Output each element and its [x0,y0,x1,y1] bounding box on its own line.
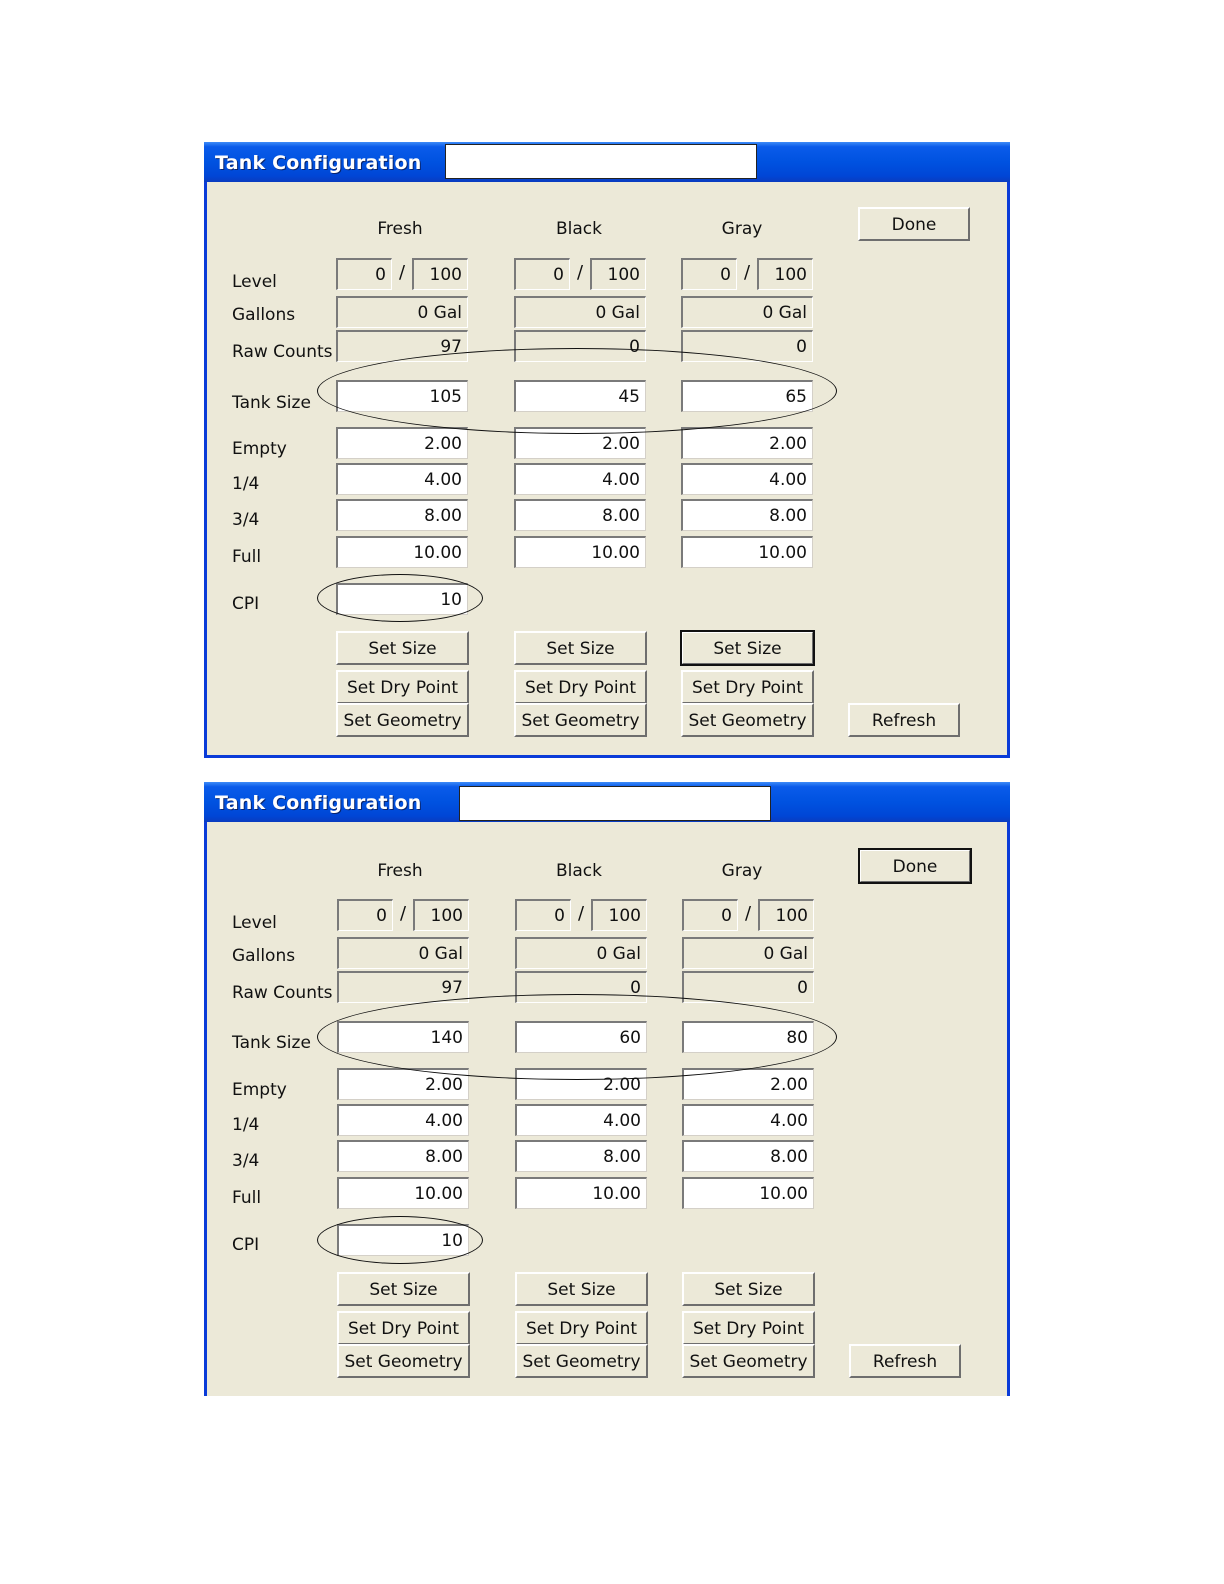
black-set-geometry-button[interactable]: Set Geometry [515,1344,648,1378]
gray-gallons: 0 Gal [682,937,814,969]
gray-three-quarter-input[interactable]: 8.00 [682,1140,814,1172]
window-title: Tank Configuration [215,792,422,814]
row-label-quarter: 1/4 [232,474,260,494]
gray-set-dry-point-button[interactable]: Set Dry Point [681,670,814,704]
fresh-empty-input[interactable]: 2.00 [336,427,468,459]
black-quarter-input[interactable]: 4.00 [514,463,646,495]
gray-raw-counts: 0 [681,330,813,362]
black-empty-input[interactable]: 2.00 [515,1068,647,1100]
column-header-gray: Gray [721,219,763,239]
redaction-box [445,144,757,179]
black-empty-input[interactable]: 2.00 [514,427,646,459]
fresh-level-current: 0 [336,258,392,290]
gray-tank-size-input[interactable]: 65 [681,380,813,412]
fresh-gallons: 0 Gal [337,937,469,969]
gray-tank-size-input[interactable]: 80 [682,1021,814,1053]
black-level-current: 0 [515,899,571,931]
done-button[interactable]: Done [858,207,970,241]
level-separator: / [578,903,585,924]
column-header-fresh: Fresh [377,861,423,881]
gray-set-geometry-button[interactable]: Set Geometry [682,1344,815,1378]
black-three-quarter-input[interactable]: 8.00 [515,1140,647,1172]
black-level-current: 0 [514,258,570,290]
row-label-quarter: 1/4 [232,1115,260,1135]
row-label-empty: Empty [232,439,287,459]
fresh-raw-counts: 97 [337,971,469,1003]
gray-quarter-input[interactable]: 4.00 [681,463,813,495]
row-label-three-quarter: 3/4 [232,510,260,530]
gray-set-geometry-button[interactable]: Set Geometry [681,703,814,737]
row-label-tank-size: Tank Size [232,393,311,413]
black-set-dry-point-button[interactable]: Set Dry Point [515,1311,648,1345]
fresh-level-current: 0 [337,899,393,931]
fresh-level-max: 100 [412,258,468,290]
fresh-set-geometry-button[interactable]: Set Geometry [337,1344,470,1378]
gray-empty-input[interactable]: 2.00 [682,1068,814,1100]
row-label-three-quarter: 3/4 [232,1151,260,1171]
gray-empty-input[interactable]: 2.00 [681,427,813,459]
gray-level-current: 0 [681,258,737,290]
fresh-tank-size-input[interactable]: 140 [337,1021,469,1053]
fresh-tank-size-input[interactable]: 105 [336,380,468,412]
fresh-quarter-input[interactable]: 4.00 [337,1104,469,1136]
black-tank-size-input[interactable]: 45 [514,380,646,412]
fresh-set-size-button[interactable]: Set Size [337,1272,470,1306]
column-header-black: Black [556,861,602,881]
fresh-set-size-button[interactable]: Set Size [336,631,469,665]
black-level-max: 100 [590,258,646,290]
black-tank-size-input[interactable]: 60 [515,1021,647,1053]
row-label-full: Full [232,547,262,567]
gray-full-input[interactable]: 10.00 [682,1177,814,1209]
cpi-input[interactable]: 10 [337,1224,469,1256]
row-label-level: Level [232,913,277,933]
fresh-set-geometry-button[interactable]: Set Geometry [336,703,469,737]
gray-set-size-button[interactable]: Set Size [682,1272,815,1306]
black-set-dry-point-button[interactable]: Set Dry Point [514,670,647,704]
fresh-full-input[interactable]: 10.00 [336,536,468,568]
level-separator: / [577,262,584,283]
black-raw-counts: 0 [515,971,647,1003]
level-separator: / [400,903,407,924]
row-label-tank-size: Tank Size [232,1033,311,1053]
gray-gallons: 0 Gal [681,296,813,328]
fresh-gallons: 0 Gal [336,296,468,328]
fresh-quarter-input[interactable]: 4.00 [336,463,468,495]
level-separator: / [744,262,751,283]
column-header-black: Black [556,219,602,239]
column-header-fresh: Fresh [377,219,423,239]
gray-quarter-input[interactable]: 4.00 [682,1104,814,1136]
fresh-set-dry-point-button[interactable]: Set Dry Point [337,1311,470,1345]
black-set-size-button[interactable]: Set Size [515,1272,648,1306]
black-full-input[interactable]: 10.00 [515,1177,647,1209]
fresh-raw-counts: 97 [336,330,468,362]
black-set-geometry-button[interactable]: Set Geometry [514,703,647,737]
black-set-size-button[interactable]: Set Size [514,631,647,665]
row-label-level: Level [232,272,277,292]
window-title: Tank Configuration [215,152,422,174]
black-three-quarter-input[interactable]: 8.00 [514,499,646,531]
row-label-cpi: CPI [232,594,260,614]
done-button[interactable]: Done [859,849,971,883]
tank-configuration-dialog [204,782,1010,1396]
title-bar[interactable] [204,142,1010,182]
fresh-set-dry-point-button[interactable]: Set Dry Point [336,670,469,704]
row-label-raw-counts: Raw Counts [232,342,333,362]
row-label-raw-counts: Raw Counts [232,983,333,1003]
row-label-full: Full [232,1188,262,1208]
row-label-gallons: Gallons [232,946,296,966]
row-label-cpi: CPI [232,1235,260,1255]
gray-raw-counts: 0 [682,971,814,1003]
refresh-button[interactable]: Refresh [848,703,960,737]
fresh-three-quarter-input[interactable]: 8.00 [336,499,468,531]
black-gallons: 0 Gal [514,296,646,328]
title-bar[interactable] [204,782,1010,822]
cpi-input[interactable]: 10 [336,583,468,615]
row-label-empty: Empty [232,1080,287,1100]
row-label-gallons: Gallons [232,305,296,325]
black-raw-counts: 0 [514,330,646,362]
gray-level-current: 0 [682,899,738,931]
level-separator: / [399,262,406,283]
fresh-empty-input[interactable]: 2.00 [337,1068,469,1100]
gray-level-max: 100 [758,899,814,931]
gray-level-max: 100 [757,258,813,290]
column-header-gray: Gray [721,861,763,881]
level-separator: / [745,903,752,924]
refresh-button[interactable]: Refresh [849,1344,961,1378]
fresh-full-input[interactable]: 10.00 [337,1177,469,1209]
gray-three-quarter-input[interactable]: 8.00 [681,499,813,531]
black-level-max: 100 [591,899,647,931]
fresh-three-quarter-input[interactable]: 8.00 [337,1140,469,1172]
gray-full-input[interactable]: 10.00 [681,536,813,568]
fresh-level-max: 100 [413,899,469,931]
black-quarter-input[interactable]: 4.00 [515,1104,647,1136]
black-gallons: 0 Gal [515,937,647,969]
gray-set-dry-point-button[interactable]: Set Dry Point [682,1311,815,1345]
tank-configuration-dialog [204,142,1010,758]
gray-set-size-button[interactable]: Set Size [681,631,814,665]
black-full-input[interactable]: 10.00 [514,536,646,568]
redaction-box [459,786,771,821]
